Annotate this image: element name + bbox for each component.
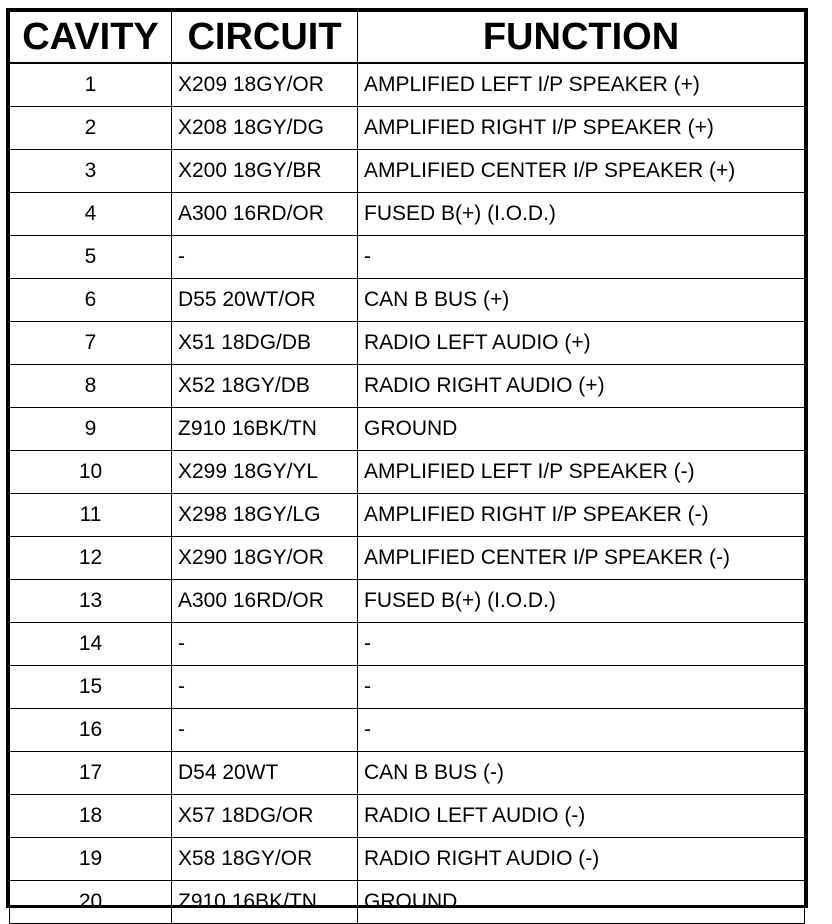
function-cell: RADIO LEFT AUDIO (-) [358, 795, 805, 838]
circuit-cell: - [172, 236, 358, 279]
table-row [10, 322, 805, 365]
cavity-cell: 9 [10, 408, 172, 451]
connector-pinout-table-frame [6, 8, 808, 913]
header-function: FUNCTION [358, 12, 805, 64]
table-row [10, 150, 805, 193]
cavity-cell: 11 [10, 494, 172, 537]
circuit-cell: X290 18GY/OR [172, 537, 358, 580]
cavity-cell: 12 [10, 537, 172, 580]
cavity-cell: 13 [10, 580, 172, 623]
table-row [10, 236, 805, 279]
connector-pinout-table [9, 11, 805, 924]
circuit-cell: Z910 16BK/TN [172, 881, 358, 924]
cavity-cell: 4 [10, 193, 172, 236]
header-cavity: CAVITY [10, 12, 172, 64]
function-cell: - [358, 623, 805, 666]
table-row [10, 838, 805, 881]
table-row [10, 537, 805, 580]
table-row [10, 408, 805, 451]
cavity-cell: 5 [10, 236, 172, 279]
function-cell: GROUND [358, 881, 805, 924]
circuit-cell: X200 18GY/BR [172, 150, 358, 193]
function-cell: AMPLIFIED LEFT I/P SPEAKER (-) [358, 451, 805, 494]
cavity-cell: 7 [10, 322, 172, 365]
circuit-cell: Z910 16BK/TN [172, 408, 358, 451]
circuit-cell: - [172, 623, 358, 666]
function-cell: - [358, 709, 805, 752]
function-cell: RADIO RIGHT AUDIO (+) [358, 365, 805, 408]
function-cell: AMPLIFIED CENTER I/P SPEAKER (-) [358, 537, 805, 580]
header-row [10, 12, 805, 64]
table-row [10, 494, 805, 537]
circuit-cell: X57 18DG/OR [172, 795, 358, 838]
table-body [10, 63, 805, 924]
circuit-cell: X51 18DG/DB [172, 322, 358, 365]
circuit-cell: X208 18GY/DG [172, 107, 358, 150]
table-row [10, 451, 805, 494]
circuit-cell: A300 16RD/OR [172, 580, 358, 623]
table-row [10, 193, 805, 236]
circuit-cell: A300 16RD/OR [172, 193, 358, 236]
cavity-cell: 6 [10, 279, 172, 322]
cavity-cell: 20 [10, 881, 172, 924]
circuit-cell: X209 18GY/OR [172, 63, 358, 107]
function-cell: AMPLIFIED LEFT I/P SPEAKER (+) [358, 63, 805, 107]
cavity-cell: 10 [10, 451, 172, 494]
circuit-cell: D54 20WT [172, 752, 358, 795]
table-row [10, 580, 805, 623]
circuit-cell: X299 18GY/YL [172, 451, 358, 494]
function-cell: - [358, 666, 805, 709]
cavity-cell: 14 [10, 623, 172, 666]
cavity-cell: 18 [10, 795, 172, 838]
header-circuit: CIRCUIT [172, 12, 358, 64]
circuit-cell: X52 18GY/DB [172, 365, 358, 408]
function-cell: AMPLIFIED CENTER I/P SPEAKER (+) [358, 150, 805, 193]
table-row [10, 623, 805, 666]
circuit-cell: D55 20WT/OR [172, 279, 358, 322]
table-header [10, 12, 805, 64]
circuit-cell: - [172, 709, 358, 752]
cavity-cell: 15 [10, 666, 172, 709]
function-cell: - [358, 236, 805, 279]
function-cell: RADIO LEFT AUDIO (+) [358, 322, 805, 365]
table-row [10, 709, 805, 752]
circuit-cell: X58 18GY/OR [172, 838, 358, 881]
function-cell: RADIO RIGHT AUDIO (-) [358, 838, 805, 881]
table-row [10, 279, 805, 322]
table-row [10, 107, 805, 150]
function-cell: AMPLIFIED RIGHT I/P SPEAKER (+) [358, 107, 805, 150]
table-row [10, 795, 805, 838]
circuit-cell: - [172, 666, 358, 709]
table-row [10, 752, 805, 795]
cavity-cell: 3 [10, 150, 172, 193]
function-cell: FUSED B(+) (I.O.D.) [358, 580, 805, 623]
cavity-cell: 8 [10, 365, 172, 408]
table-row [10, 63, 805, 107]
function-cell: CAN B BUS (+) [358, 279, 805, 322]
function-cell: FUSED B(+) (I.O.D.) [358, 193, 805, 236]
table-row [10, 666, 805, 709]
cavity-cell: 17 [10, 752, 172, 795]
table-row [10, 881, 805, 924]
cavity-cell: 16 [10, 709, 172, 752]
circuit-cell: X298 18GY/LG [172, 494, 358, 537]
cavity-cell: 2 [10, 107, 172, 150]
cavity-cell: 19 [10, 838, 172, 881]
function-cell: GROUND [358, 408, 805, 451]
cavity-cell: 1 [10, 63, 172, 107]
function-cell: AMPLIFIED RIGHT I/P SPEAKER (-) [358, 494, 805, 537]
table-row [10, 365, 805, 408]
function-cell: CAN B BUS (-) [358, 752, 805, 795]
